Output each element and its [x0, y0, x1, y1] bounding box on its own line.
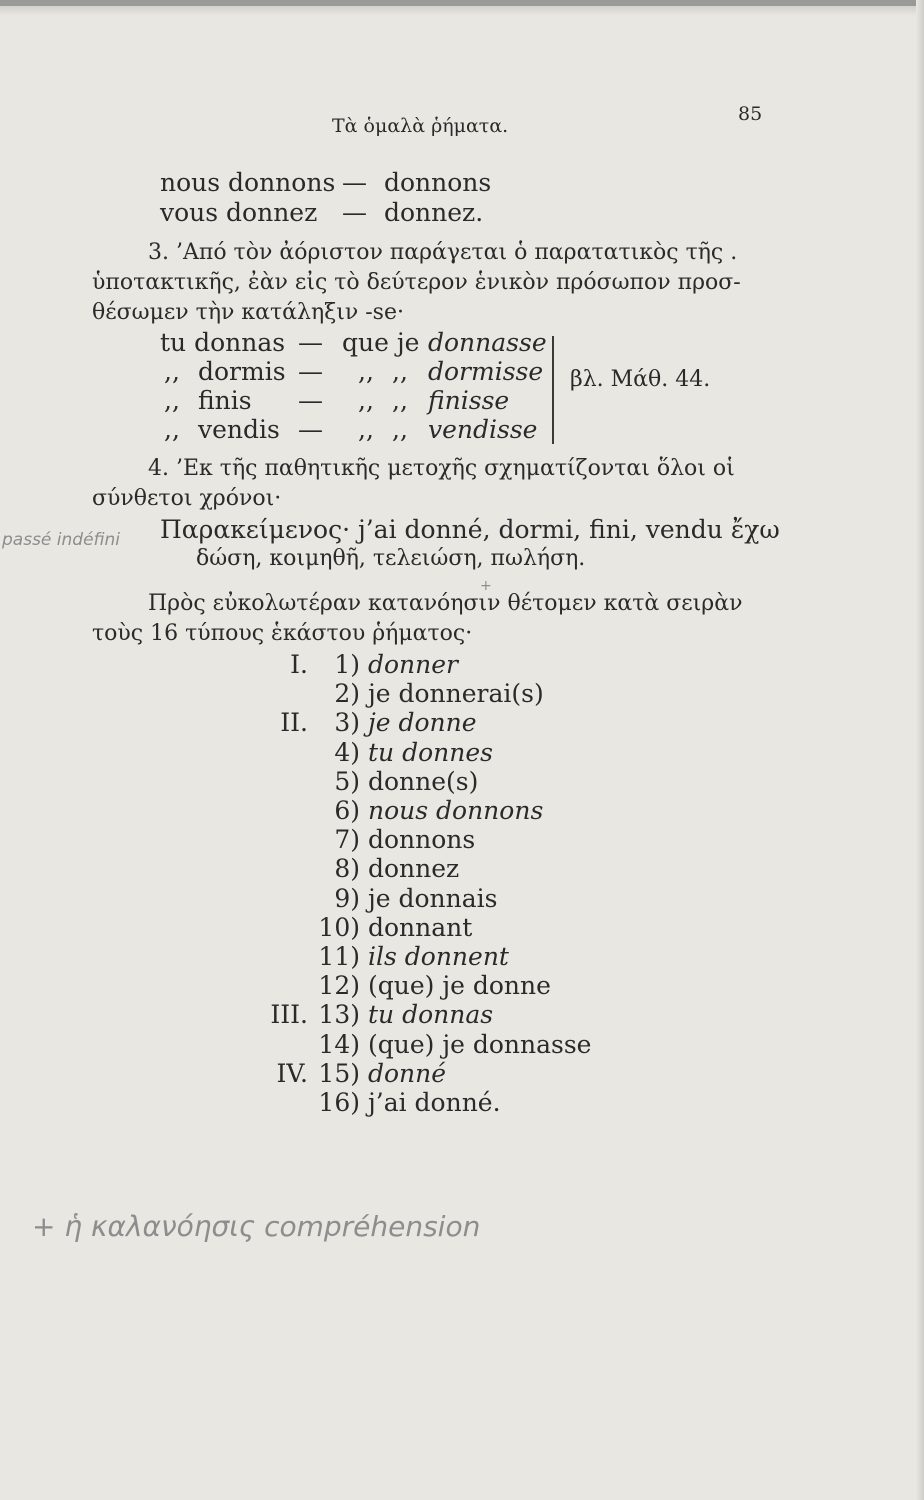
- rule3-line1: 3. ’Από τὸν ἀόριστον παράγεται ὁ παρατατικὸς τῆς .: [148, 240, 738, 265]
- conj-subjunctive: dormisse: [428, 357, 544, 386]
- group-numeral: I.: [290, 650, 308, 679]
- form-number: 13): [318, 1000, 360, 1029]
- conj-verb: vendis: [198, 415, 280, 444]
- conj-dash: —: [298, 415, 323, 444]
- form-text: nous donnons: [368, 796, 544, 825]
- conj-ditto: ,,: [392, 357, 408, 386]
- form-number: 16): [318, 1088, 360, 1117]
- form-number: 14): [318, 1030, 360, 1059]
- conj-verb: finis: [198, 386, 252, 415]
- perfect-tense-line1: Παρακείμενος· j’ai donné, dormi, fini, vendu ἔχω: [160, 515, 780, 544]
- form-text: (que) je donnasse: [368, 1030, 592, 1059]
- imperative-right: donnons: [384, 168, 492, 197]
- form-text: je donnais: [368, 884, 498, 913]
- conj-ditto: ,,: [392, 415, 408, 444]
- handwritten-footnote: + ἡ καλανόησις compréhension: [32, 1210, 481, 1243]
- intro-line2: τοὺς 16 τύπους ἑκάστου ῥήματος·: [92, 621, 473, 646]
- group-numeral: II.: [280, 708, 308, 737]
- perfect-tense-line2: δώση, κοιμηθῆ, τελειώση, πωλήση.: [196, 546, 586, 571]
- form-text: donné: [368, 1059, 447, 1088]
- page-number: 85: [738, 103, 763, 125]
- rule4-line1: 4. ’Εκ τῆς παθητικῆς μετοχῆς σχηματίζονται ὅλοι οἱ: [148, 456, 735, 481]
- imperative-dash: —: [342, 198, 367, 227]
- conj-verb: dormis: [198, 357, 286, 386]
- form-text: donnant: [368, 913, 473, 942]
- form-number: 10): [318, 913, 360, 942]
- rule3-line3: θέσωμεν τὴν κατάληξιν -se·: [92, 300, 404, 325]
- conj-ditto: ,,: [358, 415, 374, 444]
- conj-ditto: ,,: [164, 357, 180, 386]
- conj-que: que je: [342, 328, 420, 357]
- form-text: ils donnent: [368, 942, 509, 971]
- conj-ditto: ,,: [392, 386, 408, 415]
- form-number: 2): [334, 679, 360, 708]
- handwritten-insert-mark: +: [480, 578, 492, 594]
- conj-dash: —: [298, 386, 323, 415]
- form-text: (que) je donne: [368, 971, 551, 1000]
- form-number: 8): [334, 854, 360, 883]
- imperative-left: nous donnons: [160, 168, 336, 197]
- form-text: donnez: [368, 854, 460, 883]
- running-head: Τὰ ὁμαλὰ ῥήματα.: [332, 115, 509, 137]
- form-number: 12): [318, 971, 360, 1000]
- conj-ditto: ,,: [358, 386, 374, 415]
- conj-subjunctive: finisse: [428, 386, 510, 415]
- imperative-left: vous donnez: [160, 198, 318, 227]
- conj-ditto: ,,: [358, 357, 374, 386]
- form-number: 7): [334, 825, 360, 854]
- form-text: tu donnes: [368, 738, 493, 767]
- form-number: 1): [334, 650, 360, 679]
- intro-line1: Πρὸς εὐκολωτέραν κατανόησιν θέτομεν κατὰ σειρὰν: [148, 591, 743, 616]
- form-text: donnons: [368, 825, 476, 854]
- group-numeral: III.: [270, 1000, 308, 1029]
- group-numeral: IV.: [276, 1059, 308, 1088]
- rule4-line2: σύνθετοι χρόνοι·: [92, 486, 282, 511]
- form-text: je donne: [368, 708, 477, 737]
- handwritten-margin-note: passé indéfini: [2, 530, 121, 550]
- imperative-dash: —: [342, 168, 367, 197]
- conj-verb: tu donnas: [160, 328, 286, 357]
- conj-dash: —: [298, 357, 323, 386]
- page-right-edge: [916, 0, 924, 1500]
- form-number: 6): [334, 796, 360, 825]
- rule3-line2: ὑποτακτικῆς, ἐὰν εἰς τὸ δεύτερον ἑνικὸν πρόσωπον προσ-: [92, 270, 741, 295]
- form-text: donner: [368, 650, 459, 679]
- form-text: tu donnas: [368, 1000, 494, 1029]
- imperative-right: donnez.: [384, 198, 484, 227]
- form-number: 5): [334, 767, 360, 796]
- page-top-shadow: [0, 6, 924, 16]
- conj-ditto: ,,: [164, 415, 180, 444]
- conj-subjunctive: donnasse: [428, 328, 547, 357]
- form-text: j’ai donné.: [368, 1088, 501, 1117]
- right-brace: [552, 336, 554, 444]
- form-text: je donnerai(s): [368, 679, 544, 708]
- conj-dash: —: [298, 328, 323, 357]
- form-text: donne(s): [368, 767, 479, 796]
- conj-subjunctive: vendisse: [428, 415, 538, 444]
- conj-ditto: ,,: [164, 386, 180, 415]
- form-number: 4): [334, 738, 360, 767]
- form-number: 11): [318, 942, 360, 971]
- form-number: 15): [318, 1059, 360, 1088]
- cross-reference: βλ. Μάθ. 44.: [570, 367, 711, 392]
- form-number: 3): [334, 708, 360, 737]
- form-number: 9): [334, 884, 360, 913]
